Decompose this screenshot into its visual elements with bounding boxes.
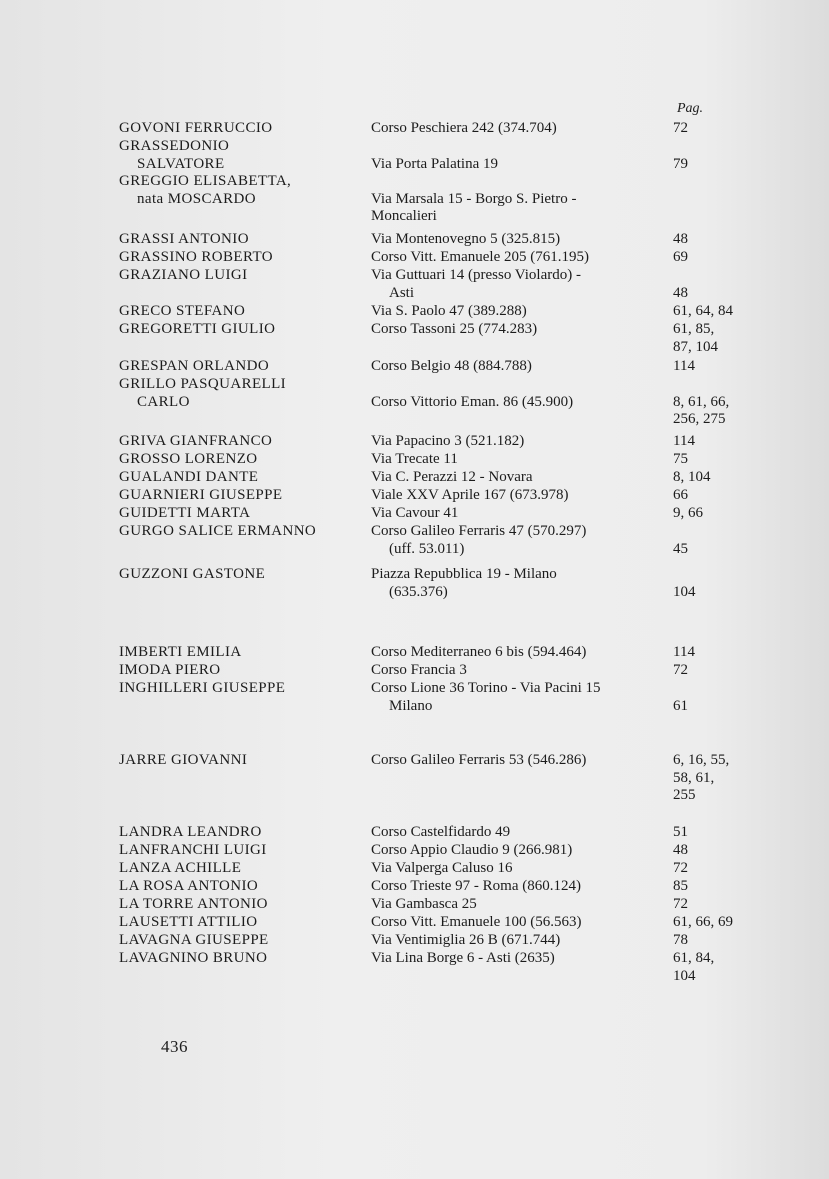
entry-pages-line bbox=[673, 138, 803, 156]
entry-name bbox=[119, 321, 369, 339]
entry-pages-line bbox=[673, 566, 803, 584]
entry-address-line: Via Guttuari 14 (presso Violardo) - bbox=[371, 267, 581, 283]
entry-pages-line: 61, 64, 84 bbox=[673, 303, 733, 319]
entry-address bbox=[371, 433, 669, 451]
entry-name bbox=[119, 842, 369, 860]
entry-pages-line: 85 bbox=[673, 878, 688, 894]
entry-address bbox=[371, 358, 669, 376]
entry-pages bbox=[673, 173, 803, 191]
entry-pages-line: 48 bbox=[673, 284, 688, 301]
entry-pages-line: 79 bbox=[673, 155, 688, 172]
entry-pages-line: 104 bbox=[673, 967, 696, 984]
entry-name-line: GRASSINO ROBERTO bbox=[119, 249, 273, 265]
entry-name-line: INGHILLERI GIUSEPPE bbox=[119, 680, 286, 696]
entry-name bbox=[119, 358, 369, 376]
entry-pages-line: 45 bbox=[673, 540, 688, 557]
entry-pages-line: 256, 275 bbox=[673, 411, 726, 427]
entry-address-line: Via Valperga Caluso 16 bbox=[371, 860, 513, 876]
entry-address-line: Moncalieri bbox=[371, 208, 437, 224]
entry-address bbox=[371, 644, 669, 662]
entry-pages-line: 75 bbox=[673, 451, 688, 467]
entry-pages bbox=[673, 644, 803, 662]
entry-name-line: GUARNIERI GIUSEPPE bbox=[119, 487, 283, 503]
entry-address-line: Corso Tassoni 25 (774.283) bbox=[371, 321, 538, 337]
entry-pages-line bbox=[673, 376, 803, 394]
entry-pages bbox=[673, 231, 803, 249]
entry-pages-line bbox=[673, 680, 803, 698]
entry-pages-line: 48 bbox=[673, 231, 688, 247]
entry-name-line: GRASSI ANTONIO bbox=[119, 231, 249, 247]
entry-pages-line: 255 bbox=[673, 787, 696, 803]
entry-name-line: GUIDETTI MARTA bbox=[119, 505, 251, 521]
entry-address-line bbox=[371, 376, 669, 394]
entry-address bbox=[371, 824, 669, 842]
entry-name bbox=[119, 173, 369, 208]
entry-pages bbox=[673, 505, 803, 523]
entry-address-line: Via S. Paolo 47 (389.288) bbox=[371, 303, 527, 319]
entry-pages-line: 114 bbox=[673, 433, 695, 449]
entry-address bbox=[371, 451, 669, 469]
entry-address bbox=[371, 303, 669, 321]
entry-pages bbox=[673, 523, 803, 558]
entry-name-line: LAVAGNINO BRUNO bbox=[119, 950, 268, 966]
entry-pages-line: 78 bbox=[673, 932, 688, 948]
entry-name-line: GRIVA GIANFRANCO bbox=[119, 433, 273, 449]
entry-name-line: JARRE GIOVANNI bbox=[119, 752, 248, 768]
entry-address bbox=[371, 896, 669, 914]
entry-name-line: GUZZONI GASTONE bbox=[119, 566, 266, 582]
entry-pages bbox=[673, 321, 803, 356]
entry-name bbox=[119, 680, 369, 698]
entry-pages bbox=[673, 662, 803, 680]
entry-name-line: GREGORETTI GIULIO bbox=[119, 321, 276, 337]
entry-address bbox=[371, 950, 669, 968]
entry-address bbox=[371, 932, 669, 950]
entry-address-line: Via Cavour 41 bbox=[371, 505, 459, 521]
entry-address bbox=[371, 173, 669, 226]
entry-address-line: Asti bbox=[389, 284, 415, 301]
entry-pages-line: 9, 66 bbox=[673, 505, 703, 521]
entry-name bbox=[119, 487, 369, 505]
entry-address bbox=[371, 321, 669, 339]
entry-name bbox=[119, 860, 369, 878]
entry-pages bbox=[673, 914, 803, 932]
entry-address-line: Via Gambasca 25 bbox=[371, 896, 477, 912]
entry-address-line: Via Marsala 15 - Borgo S. Pietro - bbox=[371, 190, 577, 207]
entry-pages-line: 87, 104 bbox=[673, 338, 718, 355]
page-number: 436 bbox=[161, 1037, 188, 1056]
entry-pages-line: 69 bbox=[673, 249, 688, 265]
entry-pages bbox=[673, 752, 803, 805]
entry-address bbox=[371, 752, 669, 770]
entry-name-line: GRILLO PASQUARELLI bbox=[119, 376, 287, 392]
entry-pages-line: 114 bbox=[673, 358, 695, 374]
entry-name bbox=[119, 566, 369, 584]
entry-address bbox=[371, 680, 669, 715]
entry-name bbox=[119, 451, 369, 469]
entry-name bbox=[119, 267, 369, 285]
entry-pages-line: 51 bbox=[673, 824, 688, 840]
entry-address-line: Via Papacino 3 (521.182) bbox=[371, 433, 525, 449]
entry-address-line: Via Porta Palatina 19 bbox=[371, 155, 498, 172]
entry-name-line: CARLO bbox=[137, 393, 190, 410]
entry-pages-line: 48 bbox=[673, 842, 688, 858]
entry-name-line: GRASSEDONIO bbox=[119, 138, 230, 154]
entry-pages-line: 61 bbox=[673, 697, 688, 714]
entry-name-line: GRAZIANO LUIGI bbox=[119, 267, 248, 283]
entry-pages bbox=[673, 249, 803, 267]
entry-name bbox=[119, 433, 369, 451]
entry-name-line: LANZA ACHILLE bbox=[119, 860, 242, 876]
entry-pages-line: 8, 104 bbox=[673, 469, 711, 485]
entry-address-line: Corso Belgio 48 (884.788) bbox=[371, 358, 532, 374]
entry-name-line: GREGGIO ELISABETTA, bbox=[119, 173, 292, 189]
entry-name bbox=[119, 249, 369, 267]
entry-address-line: Corso Appio Claudio 9 (266.981) bbox=[371, 842, 573, 858]
entry-pages-line bbox=[673, 267, 803, 285]
entry-address-line: Milano bbox=[389, 697, 433, 714]
entry-address-line: Corso Vitt. Emanuele 100 (56.563) bbox=[371, 914, 582, 930]
entry-address-line bbox=[371, 173, 669, 191]
entry-name-line: LAVAGNA GIUSEPPE bbox=[119, 932, 269, 948]
entry-name-line: GOVONI FERRUCCIO bbox=[119, 120, 273, 136]
entry-name-line: LANDRA LEANDRO bbox=[119, 824, 262, 840]
entry-name bbox=[119, 644, 369, 662]
entry-name bbox=[119, 138, 369, 173]
entry-address bbox=[371, 231, 669, 249]
entry-pages-line: 61, 85, bbox=[673, 321, 715, 337]
entry-name bbox=[119, 896, 369, 914]
entry-address-line: Via Trecate 11 bbox=[371, 451, 458, 467]
entry-pages-line: 72 bbox=[673, 896, 688, 912]
entry-pages bbox=[673, 842, 803, 860]
entry-name bbox=[119, 824, 369, 842]
entry-address-line: Corso Vittorio Eman. 86 (45.900) bbox=[371, 393, 574, 410]
entry-name bbox=[119, 231, 369, 249]
entry-name bbox=[119, 376, 369, 411]
entry-address-line: Piazza Repubblica 19 - Milano bbox=[371, 566, 557, 582]
entry-pages bbox=[673, 680, 803, 715]
entry-address bbox=[371, 662, 669, 680]
entry-address bbox=[371, 566, 669, 601]
entry-name-line: GROSSO LORENZO bbox=[119, 451, 258, 467]
entry-name bbox=[119, 505, 369, 523]
entry-name bbox=[119, 950, 369, 968]
entry-address-line bbox=[371, 138, 669, 156]
entry-address-line: Viale XXV Aprile 167 (673.978) bbox=[371, 487, 569, 503]
entry-pages-line: 58, 61, bbox=[673, 769, 715, 786]
entry-address-line: Corso Castelfidardo 49 bbox=[371, 824, 511, 840]
entry-address bbox=[371, 842, 669, 860]
entry-name-line: SALVATORE bbox=[137, 155, 225, 172]
entry-address-line: Corso Trieste 97 - Roma (860.124) bbox=[371, 878, 581, 894]
entry-pages-line: 72 bbox=[673, 860, 688, 876]
entry-address bbox=[371, 523, 669, 558]
entry-pages bbox=[673, 433, 803, 451]
entry-name-line: LA TORRE ANTONIO bbox=[119, 896, 268, 912]
entry-address bbox=[371, 878, 669, 896]
entry-address bbox=[371, 376, 669, 411]
entry-address-line: Corso Peschiera 242 (374.704) bbox=[371, 120, 557, 136]
entry-name-line: IMODA PIERO bbox=[119, 662, 221, 678]
entry-pages bbox=[673, 358, 803, 376]
entry-name bbox=[119, 914, 369, 932]
entry-pages bbox=[673, 566, 803, 601]
entry-name-line: GRECO STEFANO bbox=[119, 303, 246, 319]
entry-name-line: GURGO SALICE ERMANNO bbox=[119, 523, 317, 539]
entry-address-line: Corso Galileo Ferraris 53 (546.286) bbox=[371, 752, 587, 768]
entry-pages-line bbox=[673, 173, 803, 191]
entry-name-line: nata MOSCARDO bbox=[137, 190, 256, 207]
entry-pages bbox=[673, 896, 803, 914]
entry-name-line: LANFRANCHI LUIGI bbox=[119, 842, 267, 858]
entry-address-line: (635.376) bbox=[389, 583, 448, 600]
entry-pages-line bbox=[673, 523, 803, 541]
entry-address bbox=[371, 120, 669, 138]
entry-pages bbox=[673, 138, 803, 173]
entry-pages-line: 114 bbox=[673, 644, 695, 660]
entry-pages bbox=[673, 120, 803, 138]
entry-address bbox=[371, 249, 669, 267]
entry-address-line: Corso Mediterraneo 6 bis (594.464) bbox=[371, 644, 587, 660]
entry-address-line: Via Lina Borge 6 - Asti (2635) bbox=[371, 950, 555, 966]
entry-pages-line: 72 bbox=[673, 120, 688, 136]
entry-address-line: Corso Galileo Ferraris 47 (570.297) bbox=[371, 523, 587, 539]
entry-name-line: LA ROSA ANTONIO bbox=[119, 878, 259, 894]
entry-pages bbox=[673, 469, 803, 487]
entry-name-line: IMBERTI EMILIA bbox=[119, 644, 242, 660]
entry-pages bbox=[673, 376, 803, 429]
entry-address-line: Corso Francia 3 bbox=[371, 662, 467, 678]
entry-address-line: (uff. 53.011) bbox=[389, 540, 465, 557]
entry-name-line: GRESPAN ORLANDO bbox=[119, 358, 270, 374]
entry-address bbox=[371, 138, 669, 173]
entry-name-line: GUALANDI DANTE bbox=[119, 469, 259, 485]
entry-pages-line: 61, 66, 69 bbox=[673, 914, 733, 930]
entry-name bbox=[119, 469, 369, 487]
entry-pages bbox=[673, 451, 803, 469]
entry-name-line: LAUSETTI ATTILIO bbox=[119, 914, 258, 930]
entry-name bbox=[119, 878, 369, 896]
entry-address-line: Via C. Perazzi 12 - Novara bbox=[371, 469, 533, 485]
entry-name bbox=[119, 120, 369, 138]
entry-address-line: Via Montenovegno 5 (325.815) bbox=[371, 231, 561, 247]
entry-address bbox=[371, 860, 669, 878]
pages-column-header: Pag. bbox=[677, 101, 704, 116]
entry-name bbox=[119, 752, 369, 770]
entry-pages bbox=[673, 824, 803, 842]
entry-pages bbox=[673, 878, 803, 896]
entry-pages bbox=[673, 950, 803, 985]
entry-address-line: Corso Vitt. Emanuele 205 (761.195) bbox=[371, 249, 589, 265]
entry-pages-line: 6, 16, 55, bbox=[673, 752, 730, 768]
entry-pages-line: 8, 61, 66, bbox=[673, 393, 730, 410]
entry-name bbox=[119, 932, 369, 950]
entry-address bbox=[371, 469, 669, 487]
entry-name bbox=[119, 662, 369, 680]
entry-address bbox=[371, 487, 669, 505]
entry-pages bbox=[673, 303, 803, 321]
entry-pages bbox=[673, 932, 803, 950]
entry-address bbox=[371, 267, 669, 302]
entry-pages-line: 72 bbox=[673, 662, 688, 678]
entry-pages-line: 61, 84, bbox=[673, 950, 715, 966]
entry-pages bbox=[673, 267, 803, 302]
entry-name bbox=[119, 523, 369, 541]
entry-address bbox=[371, 505, 669, 523]
entry-address-line: Corso Lione 36 Torino - Via Pacini 15 bbox=[371, 680, 601, 696]
entry-name bbox=[119, 303, 369, 321]
entry-pages-line: 104 bbox=[673, 583, 696, 600]
entry-pages bbox=[673, 860, 803, 878]
entry-pages-line: 66 bbox=[673, 487, 688, 503]
entry-pages bbox=[673, 487, 803, 505]
entry-address bbox=[371, 914, 669, 932]
entry-address-line: Via Ventimiglia 26 B (671.744) bbox=[371, 932, 561, 948]
